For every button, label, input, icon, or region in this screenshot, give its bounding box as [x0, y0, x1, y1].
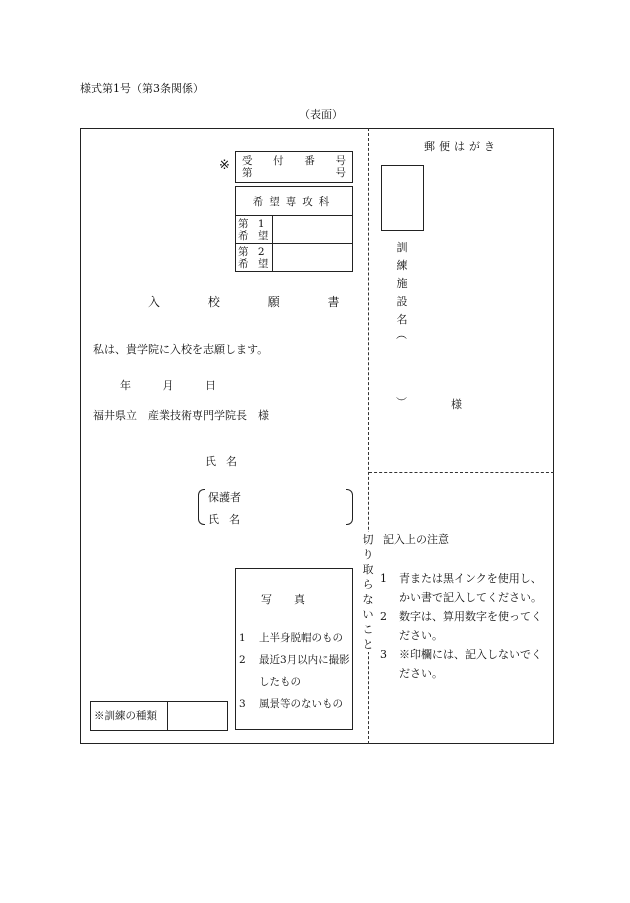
- horizontal-dashed-line: [369, 472, 554, 473]
- requirement-number: 2: [239, 654, 246, 666]
- note-item: [380, 645, 552, 683]
- requirement-number: 1: [239, 632, 246, 644]
- first-choice-label: [236, 216, 273, 244]
- title-char: 願: [267, 295, 280, 309]
- postcard-title: 郵便はがき: [424, 140, 499, 153]
- receipt-char: 受: [242, 155, 253, 167]
- notes-title: 記入上の注意: [383, 533, 449, 546]
- application-title: [148, 293, 384, 310]
- note-text: 数字は、算用数字を使ってください。: [399, 610, 542, 642]
- receipt-row-1: [236, 155, 352, 167]
- facility-char: 訓: [396, 241, 408, 254]
- receipt-char: 付: [273, 155, 284, 167]
- second-choice-label: [236, 244, 273, 272]
- notes-list: [380, 569, 552, 683]
- receipt-char: 番: [304, 155, 315, 167]
- cut-char: こ: [362, 623, 374, 636]
- note-item: [380, 607, 552, 645]
- photo-header: 写真: [261, 593, 327, 606]
- cut-char: 切: [362, 533, 374, 546]
- training-kind-box: [90, 701, 228, 731]
- form-title: 様式第1号（第3条関係）: [80, 82, 204, 95]
- receipt-char: 号: [335, 167, 346, 179]
- side-label: （表面）: [299, 108, 343, 121]
- addressee: 福井県立 産業技術専門学院長 様: [93, 409, 269, 422]
- honorific-sama: 様: [451, 398, 462, 411]
- receipt-number-cell: [236, 152, 353, 183]
- choice-label-line: 第 1: [238, 217, 268, 230]
- note-text: 青または黒インクを使用し、かい書で記入してください。: [399, 572, 542, 604]
- requirement-text: 最近3月以内に撮影したもの: [259, 654, 350, 688]
- note-number: 2: [380, 610, 387, 623]
- guardian-name-block: [198, 489, 353, 525]
- cut-char: な: [362, 593, 374, 606]
- date-line: [120, 377, 244, 393]
- requirement-number: 3: [239, 698, 246, 710]
- photo-requirement: [239, 693, 351, 715]
- facility-char: 練: [396, 259, 408, 272]
- petition-text: 私は、貴学院に入校を志願します。: [93, 343, 269, 356]
- second-choice-field[interactable]: [273, 244, 353, 272]
- facility-name-label: [395, 239, 409, 329]
- note-text: ※印欄には、記入しないでください。: [399, 648, 542, 680]
- title-char: 書: [327, 295, 340, 309]
- note-number: 3: [380, 648, 387, 661]
- training-kind-label: ※訓練の種類: [91, 702, 168, 730]
- facility-char: 設: [396, 295, 408, 308]
- note-number: 1: [380, 572, 387, 585]
- first-choice-field[interactable]: [273, 216, 353, 244]
- note-item: [380, 569, 552, 607]
- cut-char: と: [362, 638, 374, 651]
- paren-open: ︵: [396, 328, 407, 341]
- desired-course-header: 希望専攻科: [236, 187, 353, 216]
- receipt-row-2: [236, 167, 352, 179]
- applicant-name-label: 氏名: [205, 455, 247, 468]
- cut-char: ら: [362, 578, 374, 591]
- left-bracket: [198, 489, 205, 525]
- guardian-name-label: 氏名: [208, 513, 250, 526]
- date-year-label: 年: [120, 379, 131, 392]
- title-char: 入: [148, 295, 161, 309]
- desired-course-table: [235, 186, 353, 272]
- receipt-number-box: [235, 151, 353, 183]
- choice-label-line: 第 2: [238, 245, 268, 258]
- choice-label-line: 希 望: [238, 257, 272, 270]
- date-day-label: 日: [205, 379, 216, 392]
- date-month-label: 月: [162, 379, 174, 392]
- right-bracket: [346, 489, 353, 525]
- receipt-char: 第: [242, 167, 253, 179]
- facility-char: 名: [396, 313, 408, 326]
- requirement-text: 風景等のないもの: [259, 698, 343, 710]
- photo-box[interactable]: [235, 568, 353, 730]
- cut-char: い: [362, 608, 374, 621]
- do-not-cut-label: [361, 532, 375, 652]
- choice-label-line: 希 望: [238, 229, 272, 242]
- photo-requirement: [239, 649, 351, 693]
- title-char: 校: [207, 295, 220, 309]
- photo-requirements: [239, 627, 351, 715]
- stamp-box: [381, 165, 424, 231]
- cut-char: 取: [362, 563, 374, 576]
- receipt-char: 号: [335, 155, 346, 167]
- receipt-mark: ※: [219, 158, 230, 173]
- photo-requirement: [239, 627, 351, 649]
- guardian-label: 保護者: [208, 491, 241, 504]
- paren-close: ︶: [396, 396, 407, 409]
- facility-char: 施: [396, 277, 408, 290]
- requirement-text: 上半身脱帽のもの: [259, 632, 343, 644]
- cut-char: り: [362, 548, 374, 561]
